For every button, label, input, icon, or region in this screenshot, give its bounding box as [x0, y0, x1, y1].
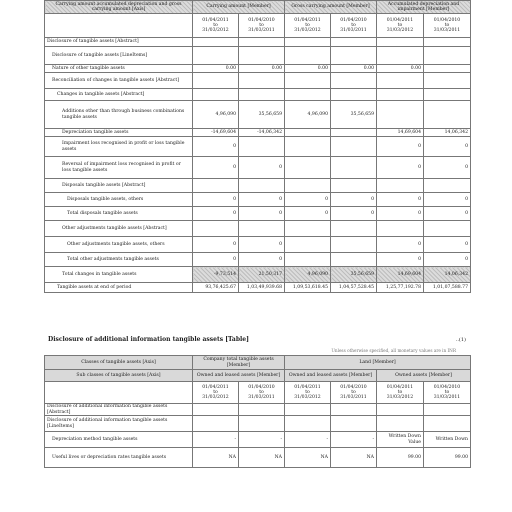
row-value: 14,69,604	[377, 267, 424, 283]
row-value	[377, 416, 424, 432]
row-value: 0.00	[377, 65, 424, 73]
row-value	[377, 404, 424, 416]
row-value: 1,09,53,618.45	[285, 283, 331, 293]
row-value	[331, 38, 377, 47]
row-value: NA	[285, 448, 331, 468]
table1-period-3	[285, 14, 331, 38]
table1-period-end: 31/03/2011	[340, 28, 367, 33]
table1-period-5	[377, 14, 424, 38]
row-label: Disclosure of tangible assets [LineItems]	[45, 47, 193, 65]
row-value	[331, 47, 377, 65]
row-value: 14,06,342	[424, 267, 471, 283]
row-value	[239, 38, 285, 47]
row-value	[239, 179, 285, 193]
table1-period-to: to	[444, 23, 450, 28]
row-value: -	[331, 432, 377, 448]
table-row	[45, 101, 471, 129]
row-value: 4,96,090	[285, 267, 331, 283]
table-row	[45, 38, 471, 47]
row-value	[331, 253, 377, 267]
row-value	[331, 416, 377, 432]
row-label: Depreciation tangible assets	[45, 129, 193, 137]
row-value	[331, 179, 377, 193]
row-value: 0	[424, 237, 471, 253]
table-row	[45, 416, 471, 432]
table2-period-5	[377, 382, 424, 404]
table-row	[45, 221, 471, 237]
row-label: Total disposals tangible assets	[45, 207, 193, 221]
row-value: -14,06,342	[239, 129, 285, 137]
row-label: Changes in tangible assets [Abstract]	[45, 89, 193, 101]
row-value: 99.00	[377, 448, 424, 468]
table-row	[45, 432, 471, 448]
row-value	[424, 73, 471, 89]
table-row	[45, 129, 471, 137]
row-value: 14,69,604	[377, 129, 424, 137]
table-row	[45, 73, 471, 89]
table1-period-from: 01/04/2010	[340, 18, 367, 23]
row-value	[239, 416, 285, 432]
row-value	[424, 65, 471, 73]
row-value: 0	[193, 137, 239, 157]
row-value	[193, 404, 239, 416]
row-value: 35,56,659	[331, 101, 377, 129]
row-value: 0	[331, 193, 377, 207]
row-value	[285, 237, 331, 253]
row-value	[377, 73, 424, 89]
table2-period-from: 01/04/2010	[433, 385, 461, 390]
row-value: 0	[377, 237, 424, 253]
row-value: 0	[377, 253, 424, 267]
row-value: 0	[424, 157, 471, 179]
table2-period-to: to	[259, 390, 264, 395]
row-value: -	[239, 432, 285, 448]
table2-period-from: 01/04/2011	[202, 385, 229, 390]
table2-period-4	[331, 382, 377, 404]
table2-period-end: 31/03/2012	[202, 395, 229, 400]
table1-period-1	[193, 14, 239, 38]
row-value: 0.00	[331, 65, 377, 73]
row-value: NA	[331, 448, 377, 468]
row-value	[193, 38, 239, 47]
row-value: 0	[193, 193, 239, 207]
table2-unit-note: Unless otherwise specified, all monetary values are in INR	[331, 348, 456, 353]
row-value: 4,96,090	[285, 101, 331, 129]
table2-company-total-member: Company total tangible assets [Member]	[193, 356, 285, 370]
row-value	[331, 129, 377, 137]
table-row	[45, 137, 471, 157]
row-label: Disposals tangible assets [Abstract]	[45, 179, 193, 193]
table2-period-to: to	[397, 390, 403, 395]
row-value	[331, 137, 377, 157]
row-value: 35,56,659	[331, 267, 377, 283]
table1-period-from: 01/04/2011	[294, 18, 321, 23]
table2-period-1	[193, 382, 239, 404]
row-value: 0.00	[193, 65, 239, 73]
row-value: -14,69,604	[193, 129, 239, 137]
row-value	[285, 129, 331, 137]
table2-period-end: 31/03/2011	[248, 395, 275, 400]
table2-period-end: 31/03/2011	[433, 395, 461, 400]
row-value	[331, 73, 377, 89]
table-row	[45, 47, 471, 65]
row-value	[331, 404, 377, 416]
row-value: 1,01,07,588.77	[424, 283, 471, 293]
table1-period-to: to	[259, 23, 264, 28]
row-value: 0	[193, 207, 239, 221]
row-value: 0	[424, 207, 471, 221]
row-value: 0	[377, 207, 424, 221]
row-value	[424, 47, 471, 65]
row-value	[377, 89, 424, 101]
row-value: 0	[239, 237, 285, 253]
table-row	[45, 179, 471, 193]
table1-period-from: 01/04/2011	[386, 18, 414, 23]
table-row	[45, 193, 471, 207]
row-value: 93,76,425.67	[193, 283, 239, 293]
row-value	[377, 47, 424, 65]
row-value: 14,06,342	[424, 129, 471, 137]
table1-period-end: 31/03/2012	[202, 28, 229, 33]
row-label: Other adjustments tangible assets [Abstract]	[45, 221, 193, 237]
table1-period-to: to	[351, 23, 356, 28]
row-value	[331, 237, 377, 253]
table1-period-spacer	[45, 14, 193, 38]
table1-period-end: 31/03/2012	[294, 28, 321, 33]
table2-subclass-2: Owned and leased assets [Member]	[285, 370, 377, 382]
row-value	[193, 221, 239, 237]
row-value: 0	[239, 207, 285, 221]
row-value: 0	[377, 137, 424, 157]
row-value	[193, 89, 239, 101]
row-value: 4,96,090	[193, 101, 239, 129]
row-label: Disclosure of tangible assets [Abstract]	[45, 38, 193, 47]
row-value: 35,56,659	[239, 101, 285, 129]
tangible-assets-table	[44, 0, 471, 293]
table1-period-end: 31/03/2012	[386, 28, 414, 33]
table2-period-end: 31/03/2012	[386, 395, 414, 400]
row-value	[239, 47, 285, 65]
table2-period-end: 31/03/2012	[294, 395, 321, 400]
table2-page-ref: ..(1)	[455, 337, 466, 343]
table2-period-3	[285, 382, 331, 404]
table-row	[45, 448, 471, 468]
table1-period-from: 01/04/2011	[202, 18, 229, 23]
table2-period-to: to	[213, 390, 218, 395]
row-label: Total changes in tangible assets	[45, 267, 193, 283]
row-value	[193, 47, 239, 65]
row-value: Written Down	[424, 432, 471, 448]
row-value: -9,73,514	[193, 267, 239, 283]
row-value	[285, 404, 331, 416]
table1-period-to: to	[213, 23, 218, 28]
row-value: 1,03,49,939.68	[239, 283, 285, 293]
document-page	[44, 0, 470, 512]
row-value	[285, 253, 331, 267]
row-value: NA	[239, 448, 285, 468]
row-value	[285, 89, 331, 101]
table1-period-2	[239, 14, 285, 38]
row-value	[193, 416, 239, 432]
table-row	[45, 207, 471, 221]
row-value	[377, 221, 424, 237]
row-value	[285, 157, 331, 179]
row-value	[285, 179, 331, 193]
table2-period-to: to	[305, 390, 310, 395]
row-value	[285, 416, 331, 432]
row-value: 0	[239, 253, 285, 267]
table1-period-6	[424, 14, 471, 38]
row-value	[239, 73, 285, 89]
row-value	[239, 137, 285, 157]
table2-period-to: to	[444, 390, 450, 395]
table-row	[45, 237, 471, 253]
row-value: 21,50,317	[239, 267, 285, 283]
row-value: -	[285, 432, 331, 448]
row-label: Reconciliation of changes in tangible assets [Abstract]	[45, 73, 193, 89]
table1-period-from: 01/04/2010	[433, 18, 461, 23]
row-value: 0	[377, 157, 424, 179]
table2-period-2	[239, 382, 285, 404]
table1-period-end: 31/03/2011	[433, 28, 461, 33]
row-value: 0	[193, 157, 239, 179]
table2-period-from: 01/04/2010	[340, 385, 367, 390]
row-value	[193, 73, 239, 89]
row-value: 0.00	[239, 65, 285, 73]
table2-subclass-3: Owned assets [Member]	[377, 370, 471, 382]
row-value	[424, 416, 471, 432]
row-value: 0	[285, 193, 331, 207]
table2-period-from: 01/04/2010	[248, 385, 275, 390]
table2-period-spacer	[45, 382, 193, 404]
table2-period-end: 31/03/2011	[340, 395, 367, 400]
row-value	[377, 38, 424, 47]
table2-period-6	[424, 382, 471, 404]
row-label: Depreciation method tangible assets	[45, 432, 193, 448]
row-value: 0	[424, 193, 471, 207]
table1-period-end: 31/03/2011	[248, 28, 275, 33]
row-label: Tangible assets at end of period	[45, 283, 193, 293]
row-value	[424, 221, 471, 237]
row-label: Disclosure of additional information tangible assets [LineItems]	[45, 416, 193, 432]
row-value: 1,25,77,192.78	[377, 283, 424, 293]
row-value: 0	[377, 193, 424, 207]
table1-period-from: 01/04/2010	[248, 18, 275, 23]
row-value	[424, 404, 471, 416]
table2-classes-header: Classes of tangible assets [Axis]	[45, 356, 193, 370]
table-row	[45, 89, 471, 101]
table1-period-to: to	[397, 23, 403, 28]
table2-period-to: to	[351, 390, 356, 395]
table1-group-gross: Gross carrying amount [Member]	[285, 1, 377, 14]
row-value: 0.00	[285, 65, 331, 73]
table1-group-accumulated: Accumulated depreciation and impairment [Member]	[377, 1, 471, 14]
additional-info-table	[44, 355, 471, 468]
row-value	[285, 137, 331, 157]
row-value: 0	[424, 253, 471, 267]
table1-period-to: to	[305, 23, 310, 28]
table2-subclass-1: Owned and leased assets [Member]	[193, 370, 285, 382]
row-value	[285, 47, 331, 65]
row-value	[377, 101, 424, 129]
table2-land-member: Land [Member]	[285, 356, 471, 370]
row-value	[331, 221, 377, 237]
row-label: Impairment loss recognised in profit or loss tangible assets	[45, 137, 193, 157]
table-row	[45, 404, 471, 416]
table2-period-from: 01/04/2011	[294, 385, 321, 390]
row-value	[424, 179, 471, 193]
row-value	[424, 89, 471, 101]
row-value: NA	[193, 448, 239, 468]
table2-subclasses-header: Sub classes of tangible assets [Axis]	[45, 370, 193, 382]
row-value	[285, 73, 331, 89]
row-value: 0	[424, 137, 471, 157]
row-value: Written Down Value	[377, 432, 424, 448]
row-value	[239, 404, 285, 416]
table-row	[45, 283, 471, 293]
row-value: 99.00	[424, 448, 471, 468]
table2-period-from: 01/04/2011	[386, 385, 414, 390]
table-row	[45, 253, 471, 267]
table-row	[45, 267, 471, 283]
row-value: 0	[193, 237, 239, 253]
row-value	[193, 179, 239, 193]
row-value: 0	[331, 207, 377, 221]
row-label: Nature of other tangible assets	[45, 65, 193, 73]
row-label: Disclosure of additional information tangible assets [Abstract]	[45, 404, 193, 416]
table-row	[45, 65, 471, 73]
row-value	[331, 89, 377, 101]
row-value: 0	[193, 253, 239, 267]
row-value	[331, 157, 377, 179]
row-value: 0	[239, 157, 285, 179]
row-value	[239, 89, 285, 101]
row-value: 1,04,57,528.45	[331, 283, 377, 293]
row-value	[377, 179, 424, 193]
row-label: Useful lives or depreciation rates tangible assets	[45, 448, 193, 468]
row-label: Reversal of impairment loss recognised in profit or loss tangible assets	[45, 157, 193, 179]
table2-title: Disclosure of additional information tangible assets [Table]	[48, 336, 249, 343]
row-value	[424, 101, 471, 129]
row-value	[285, 221, 331, 237]
row-value	[239, 221, 285, 237]
row-value	[285, 38, 331, 47]
table-row	[45, 157, 471, 179]
table1-axis-header: Carrying amount accumulated depreciation and gross carrying amount [Axis]	[45, 1, 193, 14]
row-label: Additions other than through business combinations tangible assets	[45, 101, 193, 129]
table1-period-4	[331, 14, 377, 38]
row-value	[424, 38, 471, 47]
row-value: 0	[239, 193, 285, 207]
row-label: Total other adjustments tangible assets	[45, 253, 193, 267]
row-value: 0	[285, 207, 331, 221]
table1-group-carrying: Carrying amount [Member]	[193, 1, 285, 14]
row-value: -	[193, 432, 239, 448]
row-label: Other adjustments tangible assets, others	[45, 237, 193, 253]
row-label: Disposals tangible assets, others	[45, 193, 193, 207]
